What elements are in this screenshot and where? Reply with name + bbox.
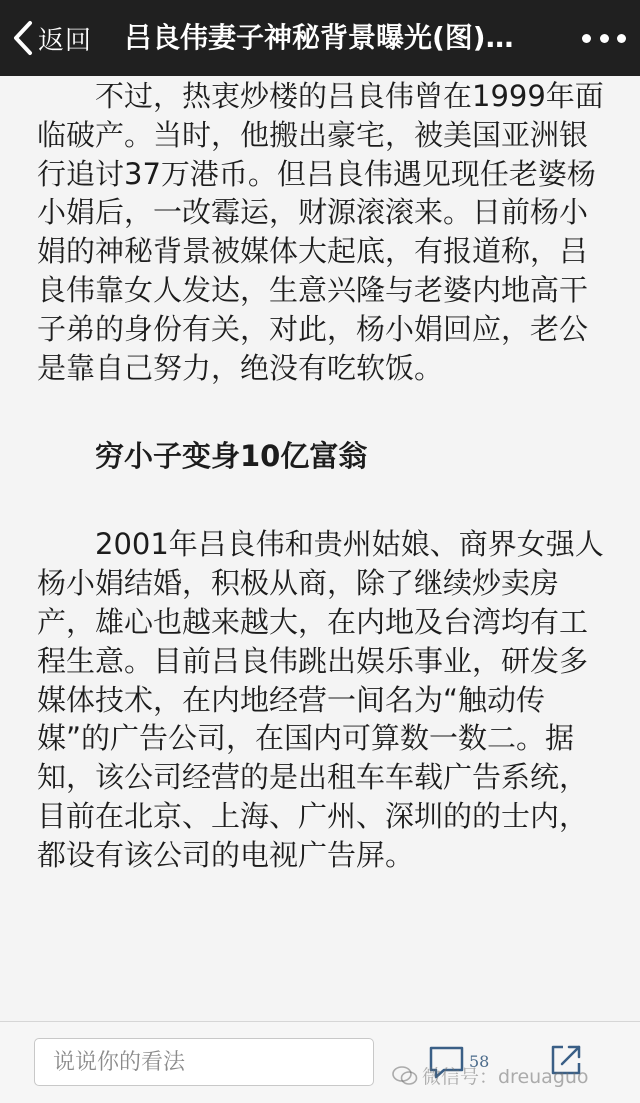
article-paragraph-1: 不过，热衷炒楼的吕良伟曾在1999年面临破产。当时，他搬出豪宅，被美国亚洲银行追讨37万港币。但吕良伟遇见现任老婆杨小娟后，一改霉运，财源滚滚来。日前杨小娟的神秘背景被媒体大起底，有报道称，吕良伟靠女人发达，生意兴隆与老婆内地高干子弟的身份有关，对此，杨小娟回应，老公是靠自己努力，绝没有吃软饭。 [37,79,604,385]
chevron-left-icon [12,20,34,56]
back-label: 返回 [38,25,93,56]
article-paragraph-2: 2001年吕良伟和贵州姑娘、商界女强人杨小娟结婚，积极从商，除了继续炒卖房产，雄心也越来越大，在内地及台湾均有工程生意。目前吕良伟跳出娱乐事业，研发多媒体技术，在内地经营一间名为“触动传媒”的广告公司，在国内可算数一数二。据知，该公司经营的是出租车车载广告系统，目前在北京、上海、广州、深圳的的士内，都设有该公司的电视广告屏。 [37,527,604,872]
comment-toolbar [0,1021,640,1103]
article-body [37,76,611,875]
watermark [392,1062,589,1089]
watermark-text: 微信号：dreuaguo [422,1066,589,1088]
wechat-logo-icon [392,1065,418,1087]
top-navigation-bar [0,0,640,76]
back-button[interactable] [12,16,92,60]
comment-count: 58 [469,1052,490,1071]
more-dots-icon [600,34,609,43]
more-options-button[interactable] [582,26,626,50]
section-heading: 穷小子变身10亿富翁 [95,439,368,474]
page-title: 吕良伟妻子神秘背景曝光(图)… [124,21,514,54]
comment-input[interactable] [34,1038,374,1086]
more-dots-icon [582,34,591,43]
more-dots-icon [617,34,626,43]
